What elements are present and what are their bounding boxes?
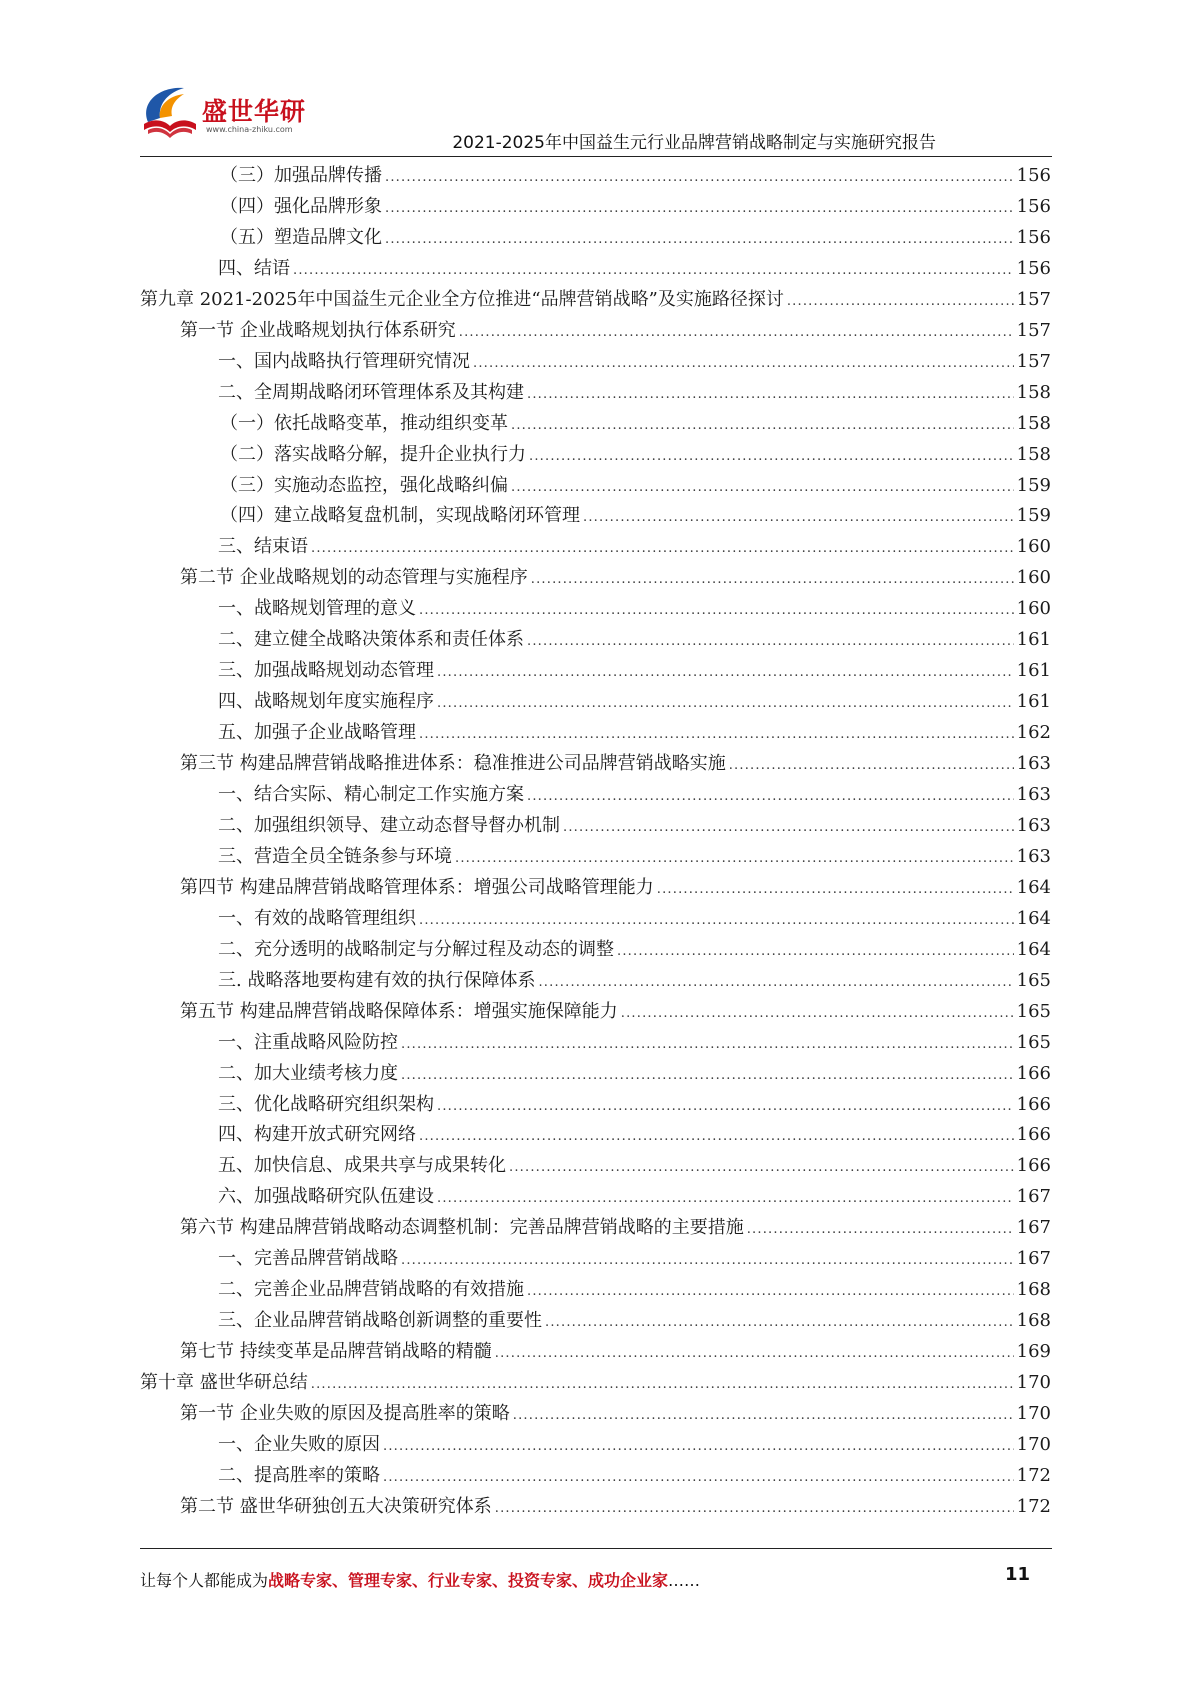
toc-leader-dots [473,348,1014,379]
toc-leader-dots [527,781,1014,812]
toc-entry-label: （二）落实战略分解，提升企业执行力 [220,443,526,465]
toc-leader-dots [747,1214,1014,1245]
toc-entry-page: 164 [1016,907,1051,929]
logo-name: 盛世华研 [202,97,307,126]
toc-entry-page: 166 [1016,1062,1051,1084]
toc-entry[interactable] [180,1212,1051,1243]
toc-entry-label: 二、提高胜率的策略 [218,1464,380,1486]
toc-entry-label: 五、加快信息、成果共享与成果转化 [218,1155,506,1177]
toc-leader-dots [531,564,1014,595]
toc-leader-dots [419,719,1014,750]
toc-entry[interactable] [218,903,1051,934]
toc-entry-page: 161 [1016,691,1051,713]
slogan-highlight: 战略专家、管理专家、行业专家、投资专家、成功企业家 [268,1571,669,1590]
toc-entry-page: 166 [1016,1093,1051,1115]
toc-entry-label: 一、注重战略风险防控 [218,1031,398,1053]
page-header [0,0,1191,160]
footer-divider [140,1548,1052,1549]
toc-entry-label: 第六节 构建品牌营销战略动态调整机制：完善品牌营销战略的主要措施 [180,1217,744,1239]
toc-entry[interactable] [220,500,1051,531]
toc-leader-dots [401,1245,1014,1276]
toc-entry-label: 一、企业失败的原因 [218,1433,380,1455]
toc-entry[interactable] [220,408,1051,439]
toc-entry-label: 第二节 盛世华研独创五大决策研究体系 [180,1495,492,1517]
toc-leader-dots [657,874,1014,905]
toc-entry[interactable] [140,1367,1051,1398]
toc-entry-label: 四、构建开放式研究网络 [218,1124,416,1146]
toc-entry-label: 二、加大业绩考核力度 [218,1062,398,1084]
toc-entry-label: 三. 战略落地要构建有效的执行保障体系 [218,969,536,991]
toc-entry[interactable] [180,315,1051,346]
toc-entry-page: 156 [1016,165,1051,186]
toc-entry[interactable] [180,748,1051,779]
toc-entry-page: 157 [1016,288,1051,310]
toc-leader-dots [385,162,1014,193]
toc-entry-label: （四）强化品牌形象 [220,195,382,217]
toc-entry-label: 一、战略规划管理的意义 [218,598,416,620]
toc-leader-dots [437,657,1014,688]
toc-entry-label: 三、营造全员全链条参与环境 [218,845,452,867]
toc-leader-dots [495,1493,1014,1524]
toc-entry-label: 二、建立健全战略决策体系和责任体系 [218,629,524,651]
toc-entry[interactable] [218,1243,1051,1274]
toc-entry[interactable] [218,531,1051,562]
toc-entry[interactable] [220,160,1051,191]
toc-entry[interactable] [180,996,1051,1027]
toc-leader-dots [419,595,1014,626]
toc-leader-dots [437,1091,1014,1122]
header-divider [140,156,1052,157]
toc-leader-dots [293,255,1014,286]
toc-entry-page: 170 [1016,1372,1051,1394]
toc-entry-label: （三）实施动态监控，强化战略纠偏 [220,474,508,496]
toc-leader-dots [419,905,1014,936]
toc-entry[interactable] [180,872,1051,903]
toc-entry-label: 三、加强战略规划动态管理 [218,660,434,682]
toc-entry-page: 157 [1016,319,1051,341]
toc-entry-label: 第一节 企业战略规划执行体系研究 [180,319,456,341]
toc-entry-label: 一、国内战略执行管理研究情况 [218,350,470,372]
toc-entry-label: 第一节 企业失败的原因及提高胜率的策略 [180,1403,510,1424]
toc-entry[interactable] [218,841,1051,872]
toc-entry-page: 161 [1016,629,1051,651]
toc-entry-page: 167 [1016,1248,1051,1270]
page-number: 11 [1004,1564,1030,1585]
toc-entry-label: 一、完善品牌营销战略 [218,1248,398,1270]
toc-leader-dots [385,224,1014,255]
toc-leader-dots [529,441,1014,472]
toc-entry-page: 157 [1016,350,1051,372]
toc-entry-page: 159 [1016,474,1051,496]
toc-entry-page: 165 [1016,1031,1051,1053]
toc-entry-page: 160 [1016,598,1051,620]
logo-emblem-icon [140,82,202,142]
toc-entry-page: 163 [1016,845,1051,867]
toc-entry-page: 162 [1016,722,1051,744]
toc-entry-label: 三、结束语 [218,536,308,558]
toc-entry-label: 五、加强子企业战略管理 [218,722,416,744]
logo-url: www.china-zhiku.com [206,125,293,134]
document-title: 2021-2025年中国益生元行业品牌营销战略制定与实施研究报告 [452,133,936,153]
toc-entry-page: 156 [1016,195,1051,217]
toc-entry-label: 二、充分透明的战略制定与分解过程及动态的调整 [218,938,614,960]
toc-entry[interactable] [218,934,1051,965]
toc-entry-label: 一、结合实际、精心制定工作实施方案 [218,784,524,805]
toc-entry-page: 166 [1016,1124,1051,1146]
toc-leader-dots [459,317,1014,348]
toc-leader-dots [729,750,1014,781]
toc-entry[interactable] [218,655,1051,686]
toc-entry-page: 172 [1016,1464,1051,1486]
toc-entry[interactable] [218,1274,1051,1305]
toc-leader-dots [311,533,1014,564]
toc-entry[interactable] [180,562,1051,593]
toc-entry-page: 172 [1016,1495,1051,1517]
toc-entry-label: （四）建立战略复盘机制，实现战略闭环管理 [220,505,580,527]
toc-entry-label: 四、战略规划年度实施程序 [218,691,434,713]
toc-leader-dots [401,1060,1014,1091]
toc-entry-page: 156 [1016,257,1051,279]
toc-leader-dots [437,1183,1014,1214]
toc-entry[interactable] [218,1181,1051,1212]
toc-entry-label: （一）依托战略变革，推动组织变革 [220,412,508,434]
toc-entry[interactable] [218,1119,1051,1150]
toc-leader-dots [383,1431,1014,1462]
toc-entry-label: 三、企业品牌营销战略创新调整的重要性 [218,1310,542,1332]
toc-entry[interactable] [218,593,1051,624]
toc-leader-dots [545,1307,1014,1338]
toc-entry-page: 165 [1016,1000,1051,1022]
toc-entry-label: 第四节 构建品牌营销战略管理体系：增强公司战略管理能力 [180,876,654,898]
toc-entry-label: （三）加强品牌传播 [220,165,382,186]
toc-entry-label: 三、优化战略研究组织架构 [218,1093,434,1115]
toc-entry[interactable] [218,1429,1051,1460]
toc-leader-dots [787,286,1014,317]
toc-entry-label: 第七节 持续变革是品牌营销战略的精髓 [180,1341,492,1363]
toc-entry-page: 163 [1016,784,1051,805]
toc-entry[interactable] [218,1027,1051,1058]
toc-entry[interactable] [220,470,1051,501]
toc-entry-label: 二、全周期战略闭环管理体系及其构建 [218,381,524,403]
toc-leader-dots [527,379,1014,410]
toc-leader-dots [583,502,1014,533]
toc-leader-dots [311,1369,1014,1400]
toc-entry-page: 160 [1016,567,1051,589]
toc-leader-dots [495,1338,1014,1369]
toc-entry[interactable] [218,1305,1051,1336]
toc-entry[interactable] [180,1398,1051,1429]
toc-entry-page: 161 [1016,660,1051,682]
toc-entry[interactable] [218,253,1051,284]
toc-entry[interactable] [218,346,1051,377]
toc-entry[interactable] [218,1089,1051,1120]
footer-slogan [140,1568,700,1591]
toc-entry-page: 158 [1016,412,1051,434]
slogan-prefix: 让每个人都能成为 [140,1571,269,1590]
toc-entry-page: 163 [1016,814,1051,836]
toc-leader-dots [511,410,1014,441]
toc-leader-dots [437,688,1014,719]
toc-leader-dots [513,1400,1014,1431]
toc-leader-dots [509,1152,1014,1183]
toc-entry-page: 158 [1016,443,1051,465]
toc-entry[interactable] [218,377,1051,408]
toc-entry-page: 159 [1016,505,1051,527]
toc-leader-dots [455,843,1014,874]
toc-leader-dots [527,626,1014,657]
toc-leader-dots [617,936,1014,967]
toc-leader-dots [511,472,1014,503]
toc-entry[interactable] [218,965,1051,996]
toc-entry-page: 164 [1016,938,1051,960]
toc-leader-dots [383,1462,1014,1493]
toc-entry-page: 160 [1016,536,1051,558]
toc-entry-page: 169 [1016,1341,1051,1363]
toc-entry[interactable] [180,1336,1051,1367]
toc-entry-label: 第三节 构建品牌营销战略推进体系：稳准推进公司品牌营销战略实施 [180,753,726,775]
toc-entry[interactable] [140,284,1051,315]
toc-entry-label: （五）塑造品牌文化 [220,226,382,248]
toc-leader-dots [401,1029,1014,1060]
toc-entry[interactable] [220,439,1051,470]
toc-entry-label: 二、加强组织领导、建立动态督导督办机制 [218,814,560,836]
toc-entry[interactable] [218,1460,1051,1491]
toc-entry-label: 第九章 2021-2025年中国益生元企业全方位推进“品牌营销战略”及实施路径探讨 [140,288,784,310]
toc-entry-page: 168 [1016,1310,1051,1332]
toc-leader-dots [527,1276,1014,1307]
toc-entry-page: 156 [1016,226,1051,248]
toc-leader-dots [621,998,1014,1029]
toc-entry-label: 第五节 构建品牌营销战略保障体系：增强实施保障能力 [180,1000,618,1022]
toc-entry[interactable] [218,810,1051,841]
toc-entry[interactable] [218,624,1051,655]
slogan-suffix: …… [668,1571,701,1590]
toc-entry-page: 164 [1016,876,1051,898]
toc-entry-page: 166 [1016,1155,1051,1177]
toc-entry[interactable] [218,1150,1051,1181]
toc-entry-label: 二、完善企业品牌营销战略的有效措施 [218,1279,524,1301]
toc-entry-label: 六、加强战略研究队伍建设 [218,1186,434,1208]
toc-entry-page: 170 [1016,1433,1051,1455]
toc-leader-dots [538,967,1013,998]
toc-leader-dots [563,812,1014,843]
toc-entry[interactable] [220,222,1051,253]
toc-entry-page: 163 [1016,753,1051,775]
toc-leader-dots [419,1121,1014,1152]
toc-entry-label: 一、有效的战略管理组织 [218,907,416,929]
toc-entry[interactable] [220,191,1051,222]
toc-entry-page: 158 [1016,381,1051,403]
toc-entry[interactable] [218,717,1051,748]
toc-entry[interactable] [218,1058,1051,1089]
toc-leader-dots [385,193,1014,224]
toc-entry-page: 170 [1016,1403,1051,1424]
toc-entry-label: 四、结语 [218,257,290,279]
toc-entry-label: 第二节 企业战略规划的动态管理与实施程序 [180,567,528,589]
toc-entry-page: 168 [1016,1279,1051,1301]
toc-entry[interactable] [180,1491,1051,1522]
company-logo [140,82,307,142]
toc-entry-label: 第十章 盛世华研总结 [140,1372,308,1394]
toc-entry-page: 165 [1016,969,1051,991]
toc-entry-page: 167 [1016,1186,1051,1208]
toc-entry[interactable] [218,686,1051,717]
toc-entry-page: 167 [1016,1217,1051,1239]
toc-entry[interactable] [218,779,1051,810]
